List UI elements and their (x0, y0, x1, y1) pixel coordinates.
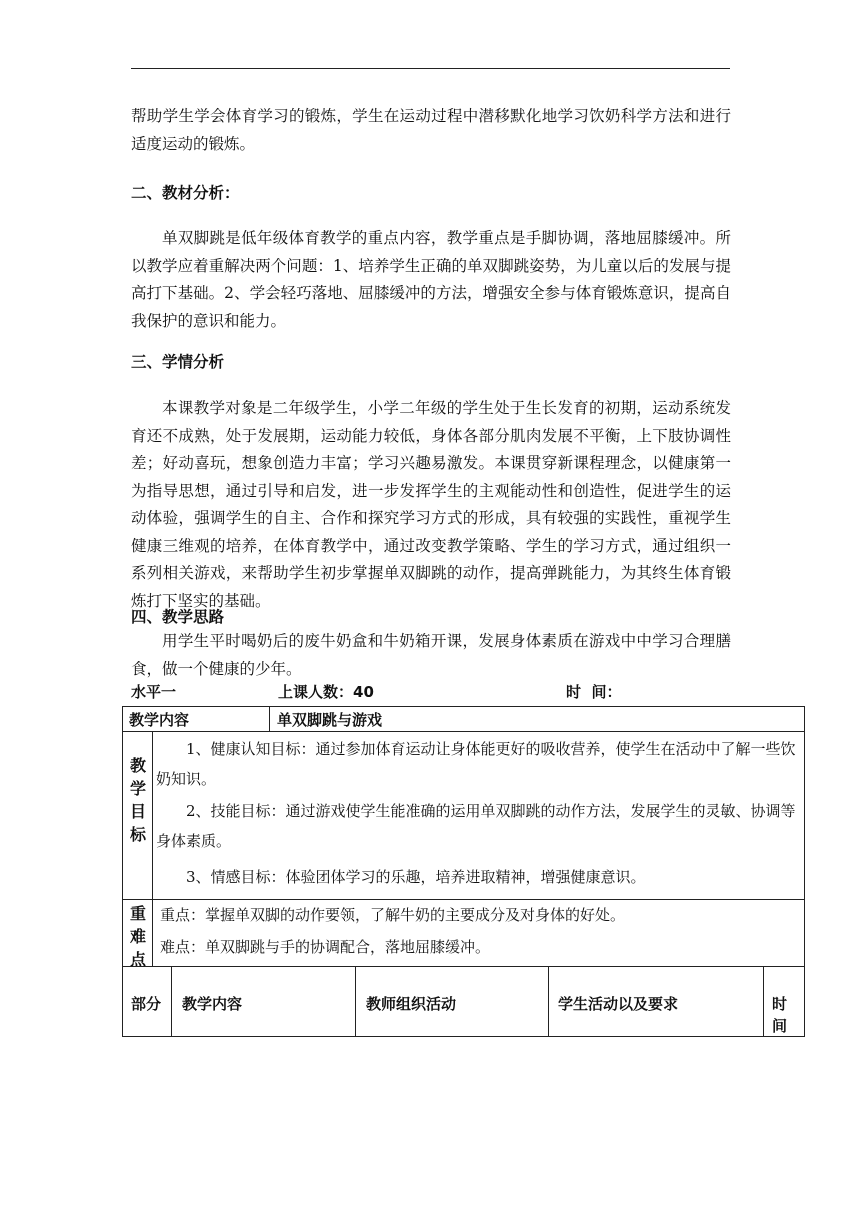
header-rule (131, 68, 730, 69)
content-divider (269, 706, 270, 732)
materials-paragraph: 单双脚跳是低年级体育教学的重点内容，教学重点是手脚协调，落地屈膝缓冲。所以教学应着重解决两个问题：1、培养学生正确的单双脚跳姿势，为儿童以后的发展与提高打下基础。2、学会轻巧落地、屈膝缓冲的方法，增强安全参与体育锻炼意识，提高自我保护的意识和能力。 (131, 229, 731, 330)
content-row (122, 706, 805, 732)
students-heading: 三、学情分析 (131, 353, 225, 371)
goal-emotion: 3、情感目标：体验团体学习的乐趣，培养进取精神，增强健康意识。 (186, 868, 646, 886)
key-point: 重点：掌握单双脚的动作要领，了解牛奶的主要成分及对身体的好处。 (160, 906, 626, 924)
goal-health: 1、健康认知目标：通过参加体育运动让身体能更好的吸收营养，使学生在活动中了解一些饮奶知识。 (156, 740, 796, 788)
plan-header-content: 教学内容 (182, 995, 243, 1013)
students-count-label: 上课人数：40 (278, 683, 374, 701)
approach-paragraph: 用学生平时喝奶后的废牛奶盒和牛奶箱开课，发展身体素质在游戏中中学习合理膳食，做一个健康的少年。 (131, 632, 731, 678)
content-label: 教学内容 (129, 711, 190, 729)
students-paragraph: 本课教学对象是二年级学生，小学二年级的学生处于生长发育的初期，运动系统发育还不成熟，处于发展期，运动能力较低，身体各部分肌肉发展不平衡，上下肢协调性差；好动喜玩，想象创造力丰富；学习兴趣易激发。本课贯穿新课程理念，以健康第一为指导思想，通过引导和启发，进一步发挥学生的主观能动性和创造性，促进学生的运动体验，强调学生的自主、合作和探究学习方式的形成，具有较强的实践性，重视学生健康三维观的培养，在体育教学中，通过改变教学策略、学生的学习方式，通过组织一系列相关游戏，来帮助学生初步掌握单双脚跳的动作，提高弹跳能力，为其终生体育锻炼打下坚实的基础。 (131, 399, 731, 610)
plan-divider-2 (355, 966, 356, 1037)
goals-divider (152, 731, 153, 900)
level-label: 水平一 (131, 683, 177, 701)
plan-divider-3 (548, 966, 549, 1037)
approach-heading: 四、教学思路 (131, 608, 225, 626)
keypoints-label: 重难点 (130, 904, 147, 969)
plan-header-part: 部分 (131, 995, 162, 1013)
materials-heading: 二、教材分析： (131, 184, 240, 202)
goal-skill: 2、技能目标：通过游戏使学生能准确的运用单双脚跳的动作方法，发展学生的灵敏、协调等身体素质。 (156, 802, 796, 850)
goals-label: 教学目标 (130, 756, 147, 844)
content-value: 单双脚跳与游戏 (277, 711, 383, 729)
plan-divider-4 (763, 966, 764, 1037)
plan-divider-1 (171, 966, 172, 1037)
plan-header-teacher: 教师组织活动 (366, 995, 457, 1013)
time-label: 时 间： (566, 683, 622, 701)
difficult-point: 难点：单双脚跳与手的协调配合，落地屈膝缓冲。 (160, 938, 491, 956)
plan-header-student: 学生活动以及要求 (558, 995, 679, 1013)
intro-paragraph: 帮助学生学会体育学习的锻炼，学生在运动过程中潜移默化地学习饮奶科学方法和进行适度运动的锻炼。 (131, 107, 731, 153)
keypoints-divider (152, 899, 153, 967)
plan-header-time: 时间 (772, 995, 788, 1035)
